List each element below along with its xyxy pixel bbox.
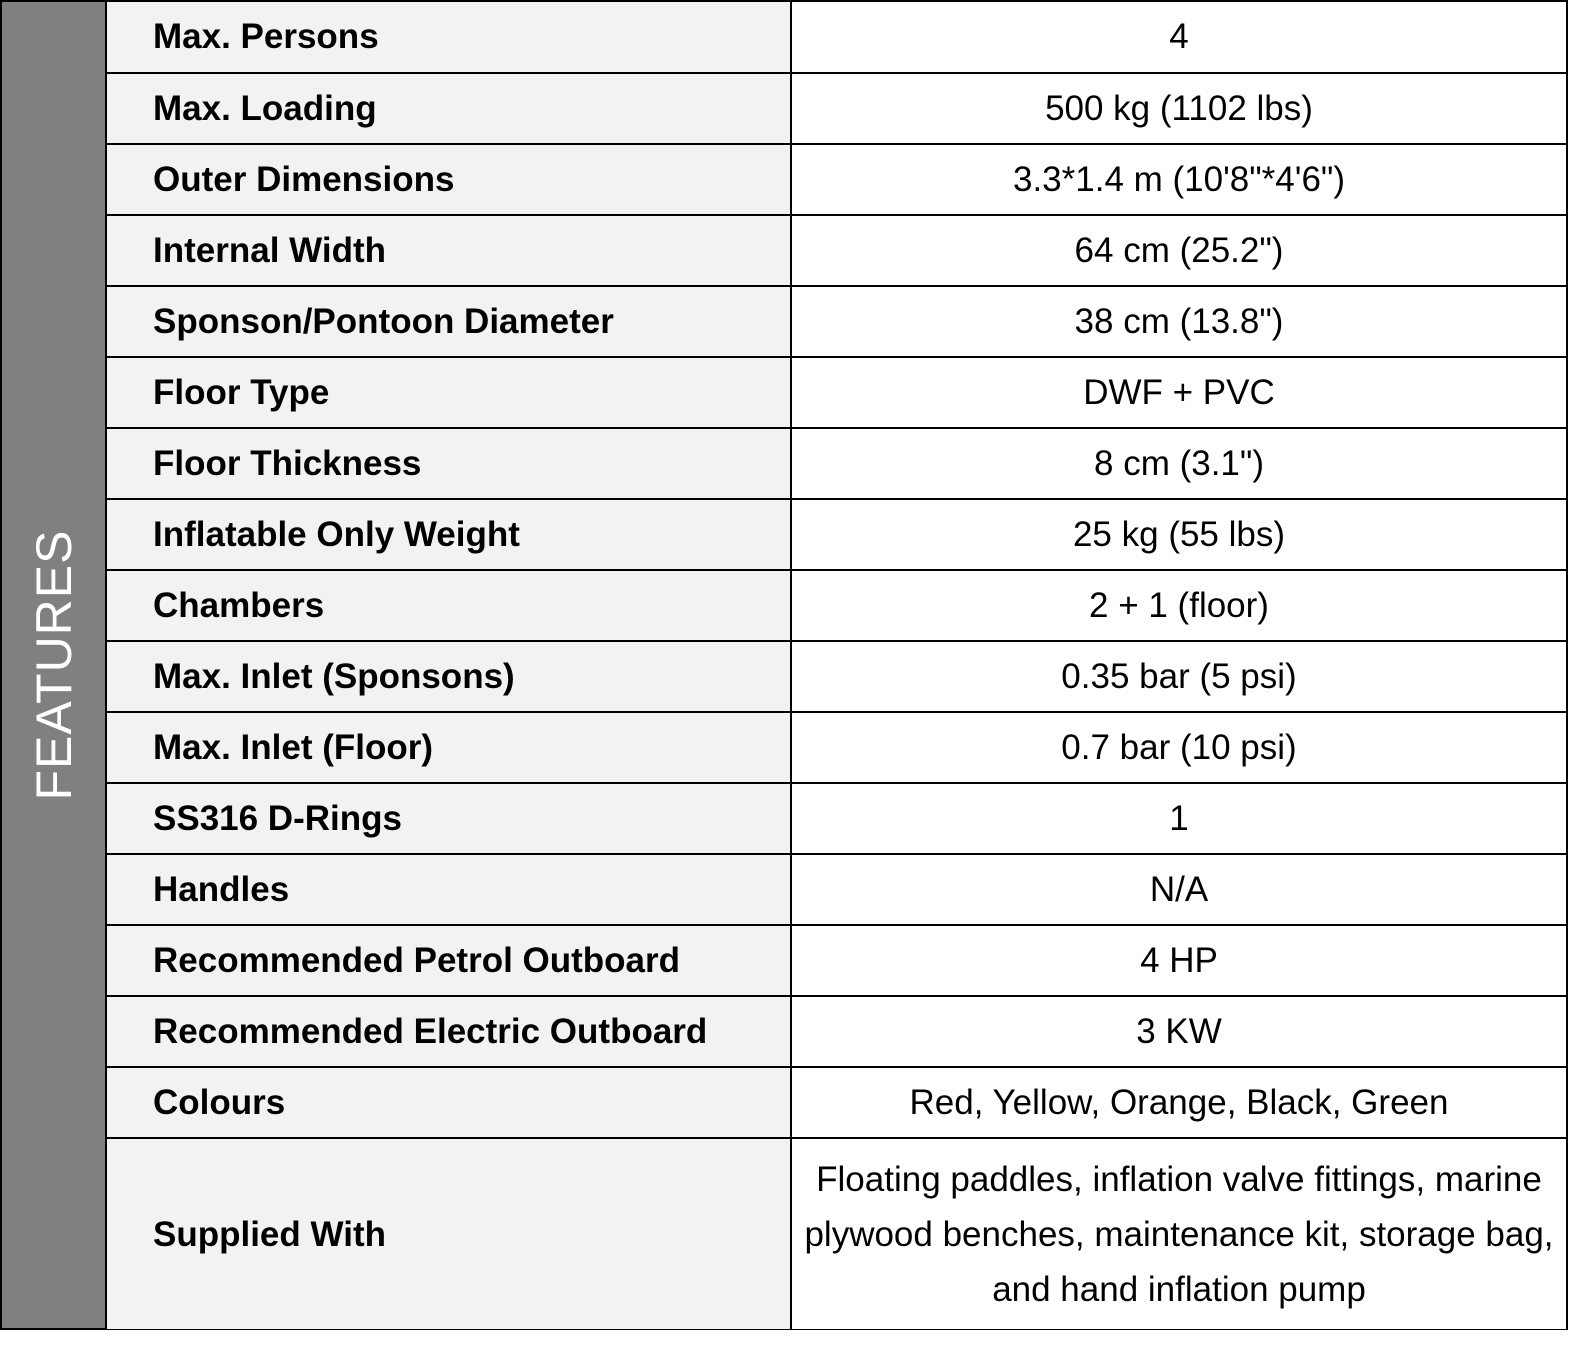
spec-label: Max. Inlet (Floor) [107,712,791,783]
spec-value: N/A [791,854,1566,925]
table-row [107,73,1566,144]
spec-label: Max. Persons [107,2,791,73]
features-side-label: FEATURES [25,529,82,801]
table-row [107,286,1566,357]
spec-label: Colours [107,1067,791,1138]
spec-value: Red, Yellow, Orange, Black, Green [791,1067,1566,1138]
table-row [107,570,1566,641]
spec-value: 38 cm (13.8") [791,286,1566,357]
table-row [107,2,1566,73]
table-row [107,996,1566,1067]
table-row [107,925,1566,996]
specs-table [107,2,1566,1329]
table-row [107,215,1566,286]
table-row [107,641,1566,712]
spec-label: Inflatable Only Weight [107,499,791,570]
spec-value: 64 cm (25.2") [791,215,1566,286]
spec-label: Handles [107,854,791,925]
table-row [107,1138,1566,1329]
spec-value: 4 HP [791,925,1566,996]
spec-value: 3 KW [791,996,1566,1067]
spec-value: 8 cm (3.1") [791,428,1566,499]
table-row [107,1067,1566,1138]
spec-label: Sponson/Pontoon Diameter [107,286,791,357]
spec-label: Chambers [107,570,791,641]
spec-value: 25 kg (55 lbs) [791,499,1566,570]
table-row [107,854,1566,925]
spec-value: DWF + PVC [791,357,1566,428]
specs-table-body [107,2,1566,1329]
table-row [107,428,1566,499]
spec-label: Supplied With [107,1138,791,1329]
table-row [107,144,1566,215]
spec-label: Internal Width [107,215,791,286]
spec-label: Floor Type [107,357,791,428]
spec-value: 0.35 bar (5 psi) [791,641,1566,712]
spec-label: Max. Inlet (Sponsons) [107,641,791,712]
spec-label: SS316 D-Rings [107,783,791,854]
spec-value: 4 [791,2,1566,73]
spec-label: Max. Loading [107,73,791,144]
spec-value: 3.3*1.4 m (10'8"*4'6") [791,144,1566,215]
spec-label: Recommended Petrol Outboard [107,925,791,996]
table-row [107,499,1566,570]
spec-value: 1 [791,783,1566,854]
spec-value: 2 + 1 (floor) [791,570,1566,641]
features-side-panel [2,2,107,1328]
table-row [107,783,1566,854]
spec-value: 500 kg (1102 lbs) [791,73,1566,144]
table-row [107,357,1566,428]
spec-value: 0.7 bar (10 psi) [791,712,1566,783]
spec-label: Floor Thickness [107,428,791,499]
spec-value: Floating paddles, inflation valve fittings, marine plywood benches, maintenance kit, storage bag, and hand inflation pump [791,1138,1566,1329]
spec-label: Outer Dimensions [107,144,791,215]
spec-label: Recommended Electric Outboard [107,996,791,1067]
table-row [107,712,1566,783]
